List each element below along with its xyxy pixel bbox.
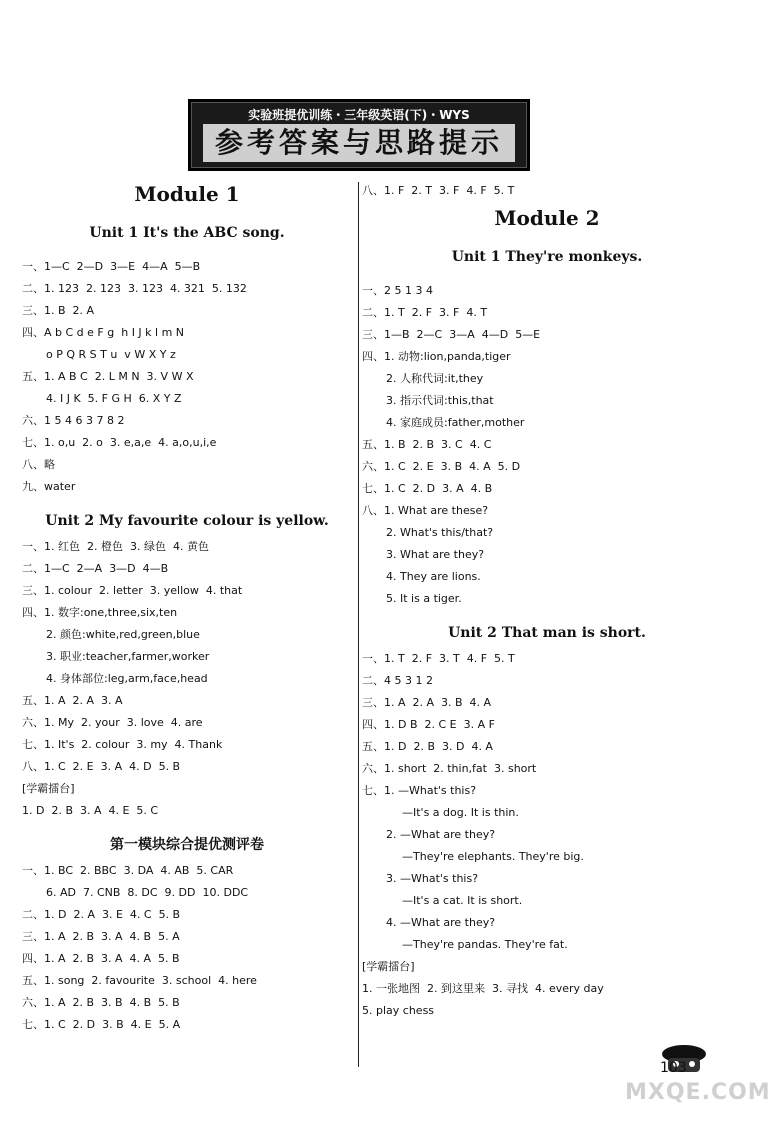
answer-line: 三、1. A 2. A 3. B 4. A — [362, 696, 492, 709]
answer-line: —It's a dog. It is thin. — [402, 806, 519, 819]
answer-line: 八、略 — [22, 458, 55, 471]
answer-line: 一、2 5 1 3 4 — [362, 284, 433, 297]
answer-line: 三、1. B 2. A — [22, 304, 95, 317]
answer-line: 4. 家庭成员:father,mother — [386, 416, 525, 429]
answer-line: 六、1. My 2. your 3. love 4. are — [22, 716, 203, 729]
answer-line: 七、1. o,u 2. o 3. e,a,e 4. a,o,u,i,e — [22, 436, 217, 449]
unit-1-title: Unit 1 It's the ABC song. — [89, 225, 285, 241]
answer-line: 3. 指示代词:this,that — [386, 394, 494, 407]
unit-1-title: Unit 1 They're monkeys. — [451, 249, 643, 265]
answer-line: 九、water — [22, 480, 76, 493]
answer-line: 四、1. 动物:lion,panda,tiger — [362, 350, 511, 363]
module-1-test-title: 第一模块综合提优测评卷 — [110, 837, 264, 853]
answer-line: 二、1—C 2—A 3—D 4—B — [22, 562, 169, 575]
answer-line: 一、1. BC 2. BBC 3. DA 4. AB 5. CAR — [22, 864, 234, 877]
answer-line: 五、1. D 2. B 3. D 4. A — [362, 740, 493, 753]
answer-line: 三、1. colour 2. letter 3. yellow 4. that — [22, 584, 243, 597]
answer-line: 四、1. D B 2. C E 3. A F — [362, 718, 495, 731]
answer-key-banner — [188, 99, 530, 171]
answer-line: 4. 身体部位:leg,arm,face,head — [46, 672, 208, 685]
answer-line: 一、1. 红色 2. 橙色 3. 绿色 4. 黄色 — [22, 540, 209, 553]
answer-line: 5. It is a tiger. — [386, 592, 462, 605]
left-column — [22, 178, 352, 1036]
answer-line: 一、1. T 2. F 3. T 4. F 5. T — [362, 652, 515, 665]
answer-line: 七、1. It's 2. colour 3. my 4. Thank — [22, 738, 223, 751]
answer-line: 2. What's this/that? — [386, 526, 494, 539]
answer-line: o P Q R S T u v W X Y z — [46, 348, 176, 361]
answer-line: 六、1. A 2. B 3. B 4. B 5. B — [22, 996, 180, 1009]
module-1-title: Module 1 — [134, 182, 240, 206]
answer-line: 五、1. B 2. B 3. C 4. C — [362, 438, 492, 451]
answer-line: —They're pandas. They're fat. — [402, 938, 568, 951]
answer-line: 2. —What are they? — [386, 828, 496, 841]
answer-line: 5. play chess — [362, 1004, 435, 1017]
banner-title: 参考答案与思路提示 — [203, 124, 515, 162]
answer-line: 二、4 5 3 1 2 — [362, 674, 433, 687]
answer-line: 3. What are they? — [386, 548, 485, 561]
answer-line: 八、1. C 2. E 3. A 4. D 5. B — [22, 760, 181, 773]
right-column — [362, 180, 732, 1022]
answer-line: 一、1—C 2—D 3—E 4—A 5—B — [22, 260, 201, 273]
answer-line: 五、1. A B C 2. L M N 3. V W X — [22, 370, 194, 383]
watermark: MXQE.COM — [625, 1080, 771, 1105]
unit-2-title: Unit 2 That man is short. — [448, 625, 646, 641]
answer-line: 三、1. A 2. B 3. A 4. B 5. A — [22, 930, 180, 943]
answer-line: 4. I J K 5. F G H 6. X Y Z — [46, 392, 182, 405]
answer-line: 1. D 2. B 3. A 4. E 5. C — [22, 804, 159, 817]
answer-line: 4. —What are they? — [386, 916, 496, 929]
answer-line: 四、A b C d e F g h I J k l m N — [22, 326, 185, 339]
answer-line: 六、1. C 2. E 3. B 4. A 5. D — [362, 460, 521, 473]
answer-line: 二、1. T 2. F 3. F 4. T — [362, 306, 488, 319]
answer-line: 3. —What's this? — [386, 872, 479, 885]
answer-line: 八、1. What are these? — [362, 504, 489, 517]
module-2-title: Module 2 — [494, 206, 600, 230]
answer-line: 六、1 5 4 6 3 7 8 2 — [22, 414, 125, 427]
answer-line: 四、1. 数字:one,three,six,ten — [22, 606, 178, 619]
answer-line: 七、1. C 2. D 3. A 4. B — [362, 482, 493, 495]
answer-line: 三、1—B 2—C 3—A 4—D 5—E — [362, 328, 541, 341]
answer-line: 六、1. short 2. thin,fat 3. short — [362, 762, 537, 775]
answer-line: 2. 颜色:white,red,green,blue — [46, 628, 200, 641]
challenge-header: [学霸擂台] — [362, 960, 415, 973]
answer-line: 四、1. A 2. B 3. A 4. A 5. B — [22, 952, 180, 965]
answer-line: 1. 一张地图 2. 到这里来 3. 寻找 4. every day — [362, 982, 604, 995]
unit-2-title: Unit 2 My favourite colour is yellow. — [45, 513, 329, 529]
answer-line: —It's a cat. It is short. — [402, 894, 523, 907]
answer-line: 五、1. song 2. favourite 3. school 4. here — [22, 974, 257, 987]
answer-line: 五、1. A 2. A 3. A — [22, 694, 123, 707]
page-number: 103 — [660, 1060, 687, 1076]
banner-subtitle: 实验班提优训练・三年级英语(下)・WYS — [248, 108, 470, 122]
answer-line: 2. 人称代词:it,they — [386, 372, 484, 385]
answer-line: 二、1. D 2. A 3. E 4. C 5. B — [22, 908, 181, 921]
column-divider — [358, 182, 359, 1067]
answer-line: 七、1. —What's this? — [362, 784, 477, 797]
answer-line: —They're elephants. They're big. — [402, 850, 584, 863]
answer-line: 3. 职业:teacher,farmer,worker — [46, 650, 210, 663]
answer-line: 4. They are lions. — [386, 570, 481, 583]
answer-line: 八、1. F 2. T 3. F 4. F 5. T — [362, 184, 515, 197]
answer-line: 七、1. C 2. D 3. B 4. E 5. A — [22, 1018, 181, 1031]
answer-line: 二、1. 123 2. 123 3. 123 4. 321 5. 132 — [22, 282, 247, 295]
answer-line: 6. AD 7. CNB 8. DC 9. DD 10. DDC — [46, 886, 249, 899]
challenge-header: [学霸擂台] — [22, 782, 75, 795]
